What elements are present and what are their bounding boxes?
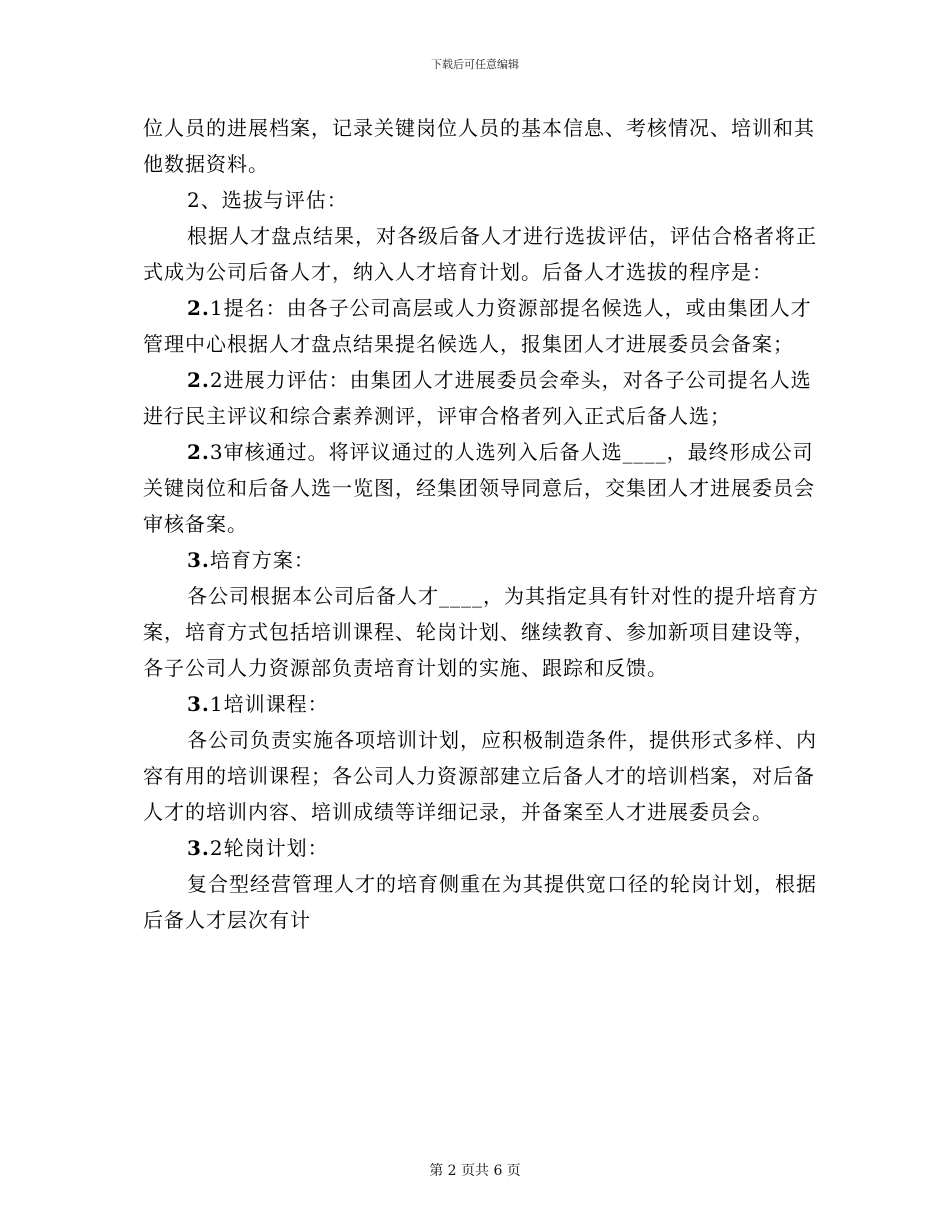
item-text: 培育方案： — [209, 548, 315, 572]
item-number: 2. — [187, 368, 210, 392]
item-text: 2轮岗计划： — [209, 836, 329, 860]
section-heading — [143, 542, 823, 578]
page-footer: 第 2 页共 6 页 — [429, 1163, 521, 1179]
item-text: 2进展力评估：由集团人才进展委员会牵头，对各子公司提名人选进行民主评议和综合素养测评，评审合格者列入正式后备人选； — [143, 368, 812, 428]
paragraph: 位人员的进展档案，记录关键岗位人员的基本信息、考核情况、培训和其他数据资料。 — [143, 116, 815, 176]
numbered-paragraph — [143, 362, 823, 434]
item-number: 2. — [187, 440, 210, 464]
paragraph: 各公司根据本公司后备人才____，为其指定具有针对性的提升培育方案，培育方式包括培训课程、轮岗计划、继续教育、参加新项目建设等，各子公司人力资源部负责培育计划的实施、跟踪和反馈。 — [143, 584, 819, 680]
item-number: 3. — [187, 836, 210, 860]
paragraph: 复合型经营管理人才的培育侧重在为其提供宽口径的轮岗计划，根据后备人才层次有计 — [143, 872, 817, 932]
item-text: 1提名：由各子公司高层或人力资源部提名候选人，或由集团人才管理中心根据人才盘点结果提名候选人，报集团人才进展委员会备案； — [143, 296, 812, 356]
paragraph: 各公司负责实施各项培训计划，应积极制造条件，提供形式多样、内容有用的培训课程；各公司人力资源部建立后备人才的培训档案，对后备人才的培训内容、培训成绩等详细记录，并备案至人才进展委员会。 — [143, 728, 817, 824]
item-number: 2. — [187, 296, 210, 320]
subsection-heading — [143, 686, 823, 722]
section-heading: 2、选拔与评估： — [187, 188, 348, 212]
item-number: 3. — [187, 692, 210, 716]
item-number: 3. — [187, 548, 210, 572]
numbered-paragraph — [143, 290, 823, 362]
document-body — [143, 110, 823, 938]
paragraph: 根据人才盘点结果，对各级后备人才进行选拔评估，评估合格者将正式成为公司后备人才，纳入人才培育计划。后备人才选拔的程序是： — [143, 224, 817, 284]
page-header: 下载后可任意编辑 — [431, 58, 519, 71]
subsection-heading — [143, 830, 823, 866]
item-text: 1培训课程： — [209, 692, 329, 716]
numbered-paragraph — [143, 434, 823, 542]
item-text: 3审核通过。将评议通过的人选列入后备人选____，最终形成公司关键岗位和后备人选一览图，经集团领导同意后，交集团人才进展委员会审核备案。 — [143, 440, 815, 536]
